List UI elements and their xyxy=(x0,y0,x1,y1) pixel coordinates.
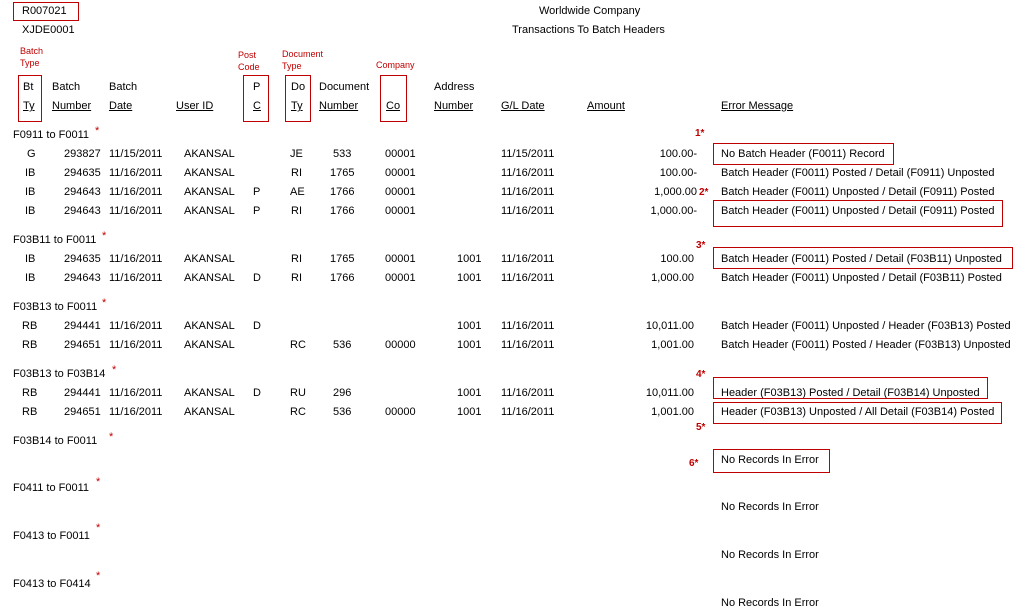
cell-amount: 1,001.00 xyxy=(651,406,694,418)
highlight-box-3 xyxy=(713,247,1013,269)
cell-do: RI xyxy=(291,272,302,284)
cell-batch: 293827 xyxy=(64,148,101,160)
cell-amount: 100.00- xyxy=(659,167,697,179)
no-records-message: No Records In Error xyxy=(721,597,819,609)
no-records-message: No Records In Error xyxy=(721,454,819,466)
cell-addr: 1001 xyxy=(457,339,482,351)
cell-pc: D xyxy=(253,272,261,284)
cell-user: AKANSAL xyxy=(184,387,235,399)
section-title-f0413-f0414: F0413 to F0414 xyxy=(13,578,91,590)
col-amount: Amount xyxy=(587,100,625,112)
report-id: R007021 xyxy=(22,5,67,17)
cell-addr: 1001 xyxy=(457,406,482,418)
cell-addr: 1001 xyxy=(457,253,482,265)
col-pc-line2: C xyxy=(253,100,261,112)
cell-date: 11/16/2011 xyxy=(109,167,163,179)
cell-error-message: Batch Header (F0011) Posted / Detail (F0911) Unposted xyxy=(721,167,995,179)
cell-pc: D xyxy=(253,387,261,399)
cell-gl-date: 11/16/2011 xyxy=(501,253,555,265)
environment-id: XJDE0001 xyxy=(22,24,75,36)
cell-amount: 1,000.00 xyxy=(651,272,694,284)
cell-date: 11/16/2011 xyxy=(109,253,163,265)
highlight-box-2 xyxy=(713,200,1003,227)
col-batch-date-line1: Batch xyxy=(109,81,138,93)
col-bt-line2: Ty xyxy=(23,100,35,112)
cell-amount: 10,011.00 xyxy=(645,320,694,332)
cell-pc: D xyxy=(253,320,261,332)
col-pc-line1: P xyxy=(253,81,261,93)
cell-doc: 1765 xyxy=(330,167,355,179)
annotation-post-code-2: Code xyxy=(238,62,260,72)
cell-gl-date: 11/15/2011 xyxy=(501,148,555,160)
col-address-number-line1: Address xyxy=(434,81,475,93)
cell-user: AKANSAL xyxy=(184,339,235,351)
cell-user: AKANSAL xyxy=(184,253,235,265)
cell-doc: 1766 xyxy=(330,272,355,284)
cell-batch: 294643 xyxy=(64,205,101,217)
cell-amount: 100.00- xyxy=(659,148,697,160)
section-title-f03b13-f03b14: F03B13 to F03B14 xyxy=(13,368,106,380)
section-title-f0411-f0011: F0411 to F0011 xyxy=(13,482,90,494)
annotation-document-type-2: Type xyxy=(282,61,302,71)
report-title: Transactions To Batch Headers xyxy=(512,24,665,36)
cell-error-message: Batch Header (F0011) Posted / Detail (F03B11) Unposted xyxy=(721,253,1002,265)
cell-date: 11/16/2011 xyxy=(109,339,163,351)
col-gl-date: G/L Date xyxy=(501,100,545,112)
section-title-f03b14-f0011: F03B14 to F0011 xyxy=(13,435,98,447)
col-batch-date-line2: Date xyxy=(109,100,133,112)
cell-co: 00001 xyxy=(385,205,416,217)
marker-3: 3* xyxy=(696,240,706,251)
highlight-box-5 xyxy=(713,402,1002,424)
section-title-f0413-f0011: F0413 to F0011 xyxy=(13,530,90,542)
section-star: * xyxy=(102,297,107,309)
cell-do: RI xyxy=(291,253,302,265)
cell-error-message: No Batch Header (F0011) Record xyxy=(721,148,885,160)
cell-date: 11/15/2011 xyxy=(109,148,163,160)
cell-user: AKANSAL xyxy=(184,186,235,198)
section-star: * xyxy=(96,476,101,488)
annotation-batch-type-2: Type xyxy=(20,58,40,68)
cell-gl-date: 11/16/2011 xyxy=(501,167,555,179)
cell-error-message: Batch Header (F0011) Unposted / Detail (F0911) Posted xyxy=(721,186,995,198)
cell-bt: RB xyxy=(22,320,38,332)
section-star: * xyxy=(109,431,114,443)
marker-6: 6* xyxy=(689,458,699,469)
section-star: * xyxy=(102,230,107,242)
cell-bt: IB xyxy=(25,167,36,179)
cell-co: 00001 xyxy=(385,253,416,265)
cell-gl-date: 11/16/2011 xyxy=(501,272,555,284)
cell-user: AKANSAL xyxy=(184,320,235,332)
marker-5: 5* xyxy=(696,422,706,433)
cell-batch: 294635 xyxy=(64,167,101,179)
cell-pc: P xyxy=(253,205,261,217)
cell-doc: 1765 xyxy=(330,253,355,265)
cell-date: 11/16/2011 xyxy=(109,205,163,217)
cell-user: AKANSAL xyxy=(184,406,235,418)
cell-doc: 1766 xyxy=(330,186,355,198)
marker-2: 2* xyxy=(699,187,709,198)
section-star: * xyxy=(112,364,117,376)
cell-error-message: Batch Header (F0011) Unposted / Detail (F0911) Posted xyxy=(721,205,995,217)
cell-bt: G xyxy=(27,148,36,160)
col-do-line1: Do xyxy=(291,81,306,93)
cell-date: 11/16/2011 xyxy=(109,186,163,198)
marker-1: 1* xyxy=(695,128,705,139)
cell-error-message: Batch Header (F0011) Unposted / Header (F03B13) Posted xyxy=(721,320,1011,332)
cell-doc: 296 xyxy=(333,387,352,399)
col-user-id: User ID xyxy=(176,100,214,112)
cell-error-message: Header (F03B13) Posted / Detail (F03B14) Unposted xyxy=(721,387,980,399)
cell-user: AKANSAL xyxy=(184,167,235,179)
cell-gl-date: 11/16/2011 xyxy=(501,320,555,332)
cell-gl-date: 11/16/2011 xyxy=(501,339,555,351)
section-star: * xyxy=(96,570,101,582)
cell-co: 00001 xyxy=(385,148,416,160)
company-title: Worldwide Company xyxy=(539,5,641,17)
cell-batch: 294651 xyxy=(64,406,101,418)
cell-bt: RB xyxy=(22,406,38,418)
cell-co: 00000 xyxy=(385,406,416,418)
cell-bt: IB xyxy=(25,205,36,217)
section-title-f0911-f0011: F0911 to F0011 xyxy=(13,129,90,141)
cell-doc: 536 xyxy=(333,406,352,418)
cell-user: AKANSAL xyxy=(184,205,235,217)
cell-date: 11/16/2011 xyxy=(109,320,163,332)
cell-do: RI xyxy=(291,205,302,217)
annotation-company: Company xyxy=(376,60,415,70)
cell-amount: 1,000.00 xyxy=(654,186,697,198)
cell-batch: 294441 xyxy=(64,387,101,399)
col-batch-number-line2: Number xyxy=(52,100,92,112)
section-star: * xyxy=(96,522,101,534)
section-star: * xyxy=(95,125,100,137)
cell-batch: 294441 xyxy=(64,320,101,332)
cell-bt: IB xyxy=(25,272,36,284)
cell-doc: 536 xyxy=(333,339,352,351)
annotation-batch-type-1: Batch xyxy=(20,46,44,56)
marker-4: 4* xyxy=(696,369,706,380)
cell-date: 11/16/2011 xyxy=(109,406,163,418)
cell-user: AKANSAL xyxy=(184,272,235,284)
no-records-message: No Records In Error xyxy=(721,549,819,561)
cell-error-message: Header (F03B13) Unposted / All Detail (F03B14) Posted xyxy=(721,406,995,418)
annotation-post-code-1: Post xyxy=(238,50,257,60)
highlight-box-4 xyxy=(713,377,988,399)
cell-co: 00000 xyxy=(385,339,416,351)
cell-gl-date: 11/16/2011 xyxy=(501,186,555,198)
cell-addr: 1001 xyxy=(457,320,482,332)
cell-batch: 294643 xyxy=(64,272,101,284)
cell-amount: 100.00 xyxy=(660,253,694,265)
cell-do: RC xyxy=(290,339,306,351)
col-bt-line1: Bt xyxy=(23,81,34,93)
cell-batch: 294643 xyxy=(64,186,101,198)
cell-addr: 1001 xyxy=(457,387,482,399)
cell-gl-date: 11/16/2011 xyxy=(501,406,555,418)
col-document-number-line1: Document xyxy=(319,81,370,93)
section-title-f03b11-f0011: F03B11 to F0011 xyxy=(13,234,97,246)
cell-gl-date: 11/16/2011 xyxy=(501,205,555,217)
col-document-number-line2: Number xyxy=(319,100,359,112)
col-batch-number-line1: Batch xyxy=(52,81,81,93)
cell-do: RC xyxy=(290,406,306,418)
cell-do: RU xyxy=(290,387,306,399)
cell-error-message: Batch Header (F0011) Posted / Header (F03B13) Unposted xyxy=(721,339,1011,351)
no-records-message: No Records In Error xyxy=(721,501,819,513)
col-error-message: Error Message xyxy=(721,100,794,112)
cell-addr: 1001 xyxy=(457,272,482,284)
highlight-box-6 xyxy=(713,449,830,473)
cell-amount: 1,000.00- xyxy=(650,205,697,217)
co-column-box xyxy=(380,75,407,122)
cell-co: 00001 xyxy=(385,272,416,284)
cell-batch: 294651 xyxy=(64,339,101,351)
cell-bt: IB xyxy=(25,186,36,198)
col-do-line2: Ty xyxy=(291,100,303,112)
cell-gl-date: 11/16/2011 xyxy=(501,387,555,399)
cell-doc: 1766 xyxy=(330,205,355,217)
annotation-document-type-1: Document xyxy=(282,49,324,59)
cell-co: 00001 xyxy=(385,186,416,198)
cell-amount: 1,001.00 xyxy=(651,339,694,351)
cell-amount: 10,011.00 xyxy=(645,387,694,399)
cell-bt: IB xyxy=(25,253,36,265)
col-address-number-line2: Number xyxy=(434,100,474,112)
cell-date: 11/16/2011 xyxy=(109,387,163,399)
col-co: Co xyxy=(386,100,401,112)
cell-batch: 294635 xyxy=(64,253,101,265)
cell-date: 11/16/2011 xyxy=(109,272,163,284)
highlight-box-1 xyxy=(713,143,894,165)
cell-doc: 533 xyxy=(333,148,352,160)
cell-co: 00001 xyxy=(385,167,416,179)
cell-do: AE xyxy=(290,186,305,198)
cell-do: JE xyxy=(290,148,303,160)
cell-user: AKANSAL xyxy=(184,148,235,160)
section-title-f03b13-f0011: F03B13 to F0011 xyxy=(13,301,98,313)
cell-bt: RB xyxy=(22,387,38,399)
cell-do: RI xyxy=(291,167,302,179)
cell-error-message: Batch Header (F0011) Unposted / Detail (F03B11) Posted xyxy=(721,272,1002,284)
cell-bt: RB xyxy=(22,339,38,351)
cell-pc: P xyxy=(253,186,261,198)
